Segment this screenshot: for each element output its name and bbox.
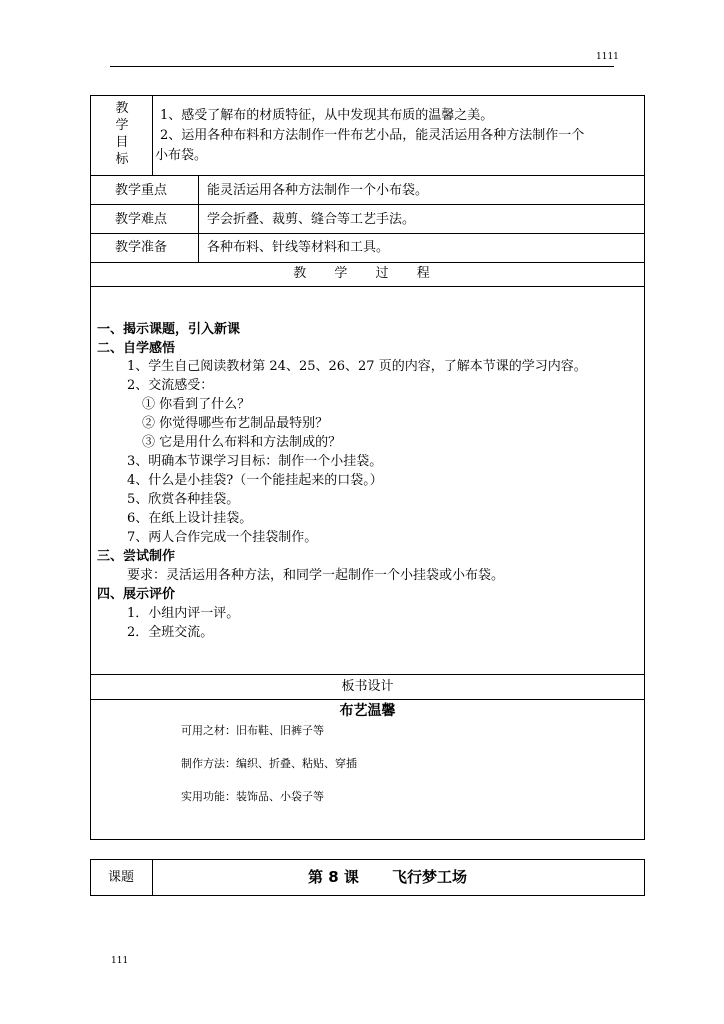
row-value-focus: 能灵活运用各种方法制作一个小布袋。 (207, 183, 429, 198)
objectives-label (104, 100, 140, 168)
lesson-title-table (90, 859, 645, 896)
process-title: 教 学 过 程 (293, 266, 442, 281)
row-divider (90, 233, 645, 234)
lesson-title: 飞行梦工场 (392, 868, 468, 886)
objectives-label-char: 目 (115, 135, 129, 150)
row-divider (90, 262, 645, 263)
section-heading: 三、尝试制作 (97, 549, 176, 564)
lesson-label: 课题 (108, 870, 135, 885)
process-item: 要求：灵活运用各种方法，和同学一起制作一个小挂袋或小布袋。 (127, 568, 505, 583)
rows-divider (198, 175, 199, 262)
objectives-divider (152, 95, 153, 175)
row-label-preparation: 教学准备 (115, 240, 168, 255)
process-item: 6、在纸上设计挂袋。 (127, 511, 253, 526)
objective-line-2: 2、运用各种布料和方法制作一件布艺小品，能灵活运用各种方法制作一个 (160, 128, 585, 143)
row-label-difficulty: 教学难点 (115, 212, 168, 227)
row-divider (90, 204, 645, 205)
row-divider (90, 674, 645, 675)
lesson-title-divider (152, 859, 153, 896)
page-header-number: 1111 (596, 52, 619, 62)
lesson-number: 第 8 课 (308, 868, 359, 886)
board-line: 可用之材：旧布鞋、旧裤子等 (181, 724, 324, 737)
page-footer-number: 111 (111, 956, 129, 966)
process-item: 3、明确本节课学习目标：制作一个小挂袋。 (127, 454, 383, 469)
row-value-difficulty: 学会折叠、裁剪、缝合等工艺手法。 (207, 212, 416, 227)
objective-line-1: 1、感受了解布的材质特征，从中发现其布质的温馨之美。 (160, 108, 494, 123)
process-item: 7、两人合作完成一个挂袋制作。 (127, 530, 318, 545)
objectives-label-char: 教 (115, 101, 129, 116)
board-line: 实用功能：装饰品、小袋子等 (181, 790, 324, 803)
objective-line-3: 小布袋。 (155, 148, 208, 163)
section-heading: 一、揭示课题，引入新课 (97, 322, 241, 337)
header-rule (110, 66, 614, 67)
process-item: 1．小组内评一评。 (127, 606, 240, 621)
section-heading: 四、展示评价 (97, 587, 176, 602)
process-item: 4、什么是小挂袋?（一个能挂起来的口袋。） (127, 473, 383, 488)
row-value-preparation: 各种布料、针线等材料和工具。 (207, 240, 390, 255)
process-item: ① 你看到了什么？ (142, 397, 251, 412)
process-item: 2、交流感受： (127, 378, 214, 393)
objectives-label-char: 标 (115, 152, 129, 167)
board-title: 板书设计 (341, 679, 394, 694)
process-item: 5、欣赏各种挂袋。 (127, 492, 240, 507)
board-line: 制作方法：编织、折叠、粘贴、穿插 (181, 757, 357, 770)
row-divider (90, 286, 645, 287)
objectives-label-char: 学 (115, 118, 129, 133)
board-heading: 布艺温馨 (339, 703, 396, 719)
process-item: 2．全班交流。 (127, 625, 214, 640)
row-divider (90, 699, 645, 700)
process-item: ② 你觉得哪些布艺制品最特别？ (142, 416, 329, 431)
process-item: ③ 它是用什么布料和方法制成的？ (142, 435, 342, 450)
process-item: 1、学生自己阅读教材第 24、25、26、27 页的内容，了解本节课的学习内容。 (127, 359, 587, 374)
row-divider (90, 175, 645, 176)
row-label-focus: 教学重点 (115, 183, 168, 198)
section-heading: 二、自学感悟 (97, 341, 176, 356)
